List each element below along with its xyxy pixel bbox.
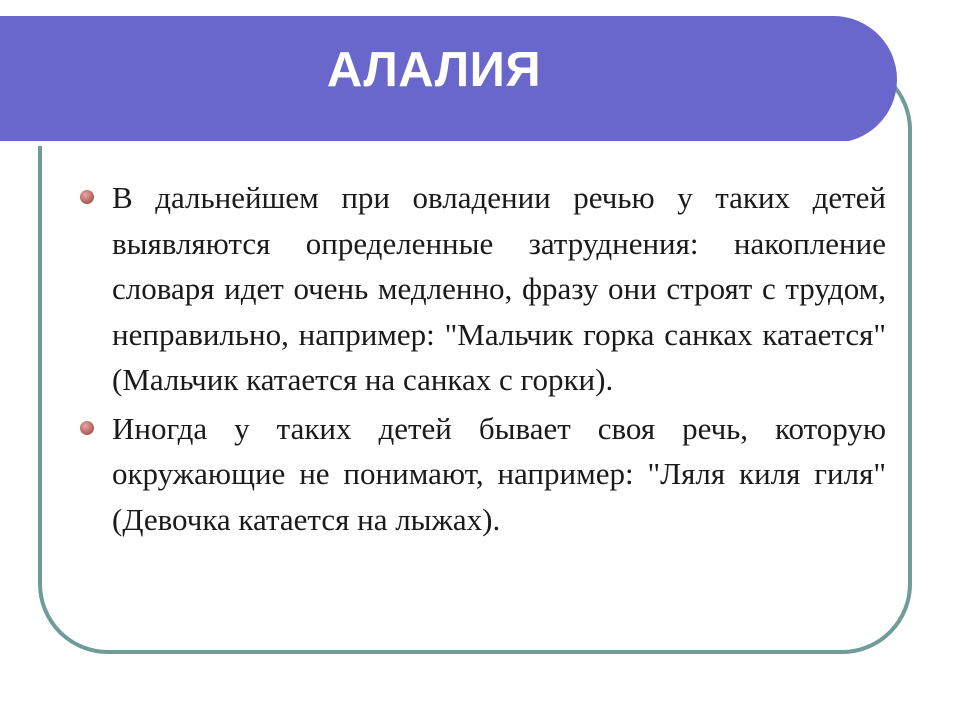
bullet-icon bbox=[80, 421, 94, 435]
bullet-text: В дальнейшем при овладении речью у таких детей выявляются определенные затруднения: накопление словаря идет очень медленно, фразу они строят с трудом, неправильно, например: "Мальчик горка санках катается" (Мальчик катается на санках с горки). bbox=[112, 180, 886, 397]
bullet-text: Иногда у таких детей бывает своя речь, которую окружающие не понимают, например: "Ляля киля гиля" (Девочка катается на лыжах). bbox=[112, 410, 886, 537]
bullet-item bbox=[78, 175, 886, 403]
title-underline bbox=[0, 141, 848, 146]
bullet-item bbox=[78, 406, 886, 543]
bullet-list bbox=[78, 175, 886, 545]
slide-title: АЛАЛИЯ bbox=[326, 43, 542, 97]
bullet-icon bbox=[80, 190, 94, 204]
